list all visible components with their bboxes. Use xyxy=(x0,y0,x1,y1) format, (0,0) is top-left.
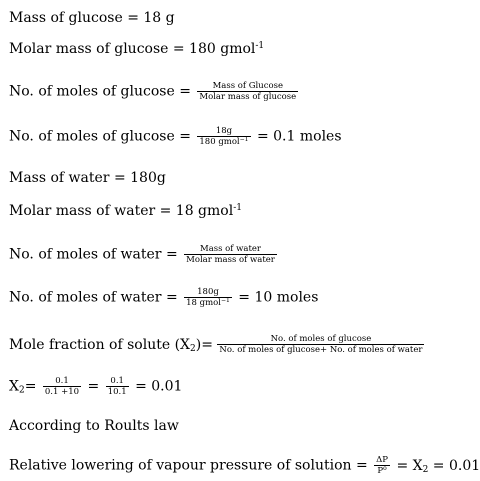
moles-glucose-calc-lhs: No. of moles of glucose = xyxy=(9,128,191,145)
fraction-numerator: 0.1 xyxy=(43,376,81,387)
fraction-numerator: 0.1 xyxy=(106,376,129,387)
fraction-numerator: ΔP xyxy=(376,455,389,465)
fraction-denominator xyxy=(184,298,232,308)
roults-law-line xyxy=(9,418,179,434)
mole-fraction-label: Mole fraction of solute (X xyxy=(9,336,190,353)
denominator-text: P xyxy=(377,466,384,476)
denominator-exponent: −1 xyxy=(239,136,249,143)
denominator-exponent: −1 xyxy=(220,297,230,304)
molar-mass-glucose-exponent: -1 xyxy=(255,41,265,51)
moles-glucose-calc-fraction xyxy=(197,126,250,147)
molar-mass-water-text: Molar mass of water = 18 gmol xyxy=(9,203,234,219)
roults-law-text: According to Roults law xyxy=(9,418,179,434)
moles-glucose-formula-fraction xyxy=(197,81,298,102)
moles-glucose-formula-line xyxy=(9,81,300,102)
fraction-denominator xyxy=(374,466,390,476)
fraction-denominator: Molar mass of water xyxy=(186,255,275,265)
equals-sign: = xyxy=(24,378,37,395)
equals-sign: = xyxy=(87,378,100,395)
denominator-text: 18 gmol xyxy=(186,298,221,308)
moles-water-calc-line xyxy=(9,287,318,308)
relative-lowering-line xyxy=(9,455,480,476)
moles-water-formula-line xyxy=(9,244,279,265)
molar-mass-water-line xyxy=(9,203,242,219)
rhs-symbol: = X xyxy=(396,457,423,474)
fraction-denominator xyxy=(197,137,250,147)
fraction-numerator: Mass of water xyxy=(184,244,277,255)
mole-fraction-symbol-subscript: 2 xyxy=(18,385,25,396)
mass-of-glucose-line xyxy=(9,10,175,26)
denominator-superscript: o xyxy=(383,465,387,472)
fraction-first xyxy=(43,376,81,397)
mole-fraction-subscript: 2 xyxy=(190,343,196,354)
moles-glucose-result: = 0.1 moles xyxy=(256,128,342,145)
relative-lowering-rhs xyxy=(396,458,480,474)
rhs-subscript: 2 xyxy=(422,464,429,475)
molar-mass-water-exponent: -1 xyxy=(233,203,242,213)
relative-lowering-lhs: Relative lowering of vapour pressure of solution = xyxy=(9,457,368,474)
moles-glucose-formula-lhs: No. of moles of glucose = xyxy=(9,83,191,100)
moles-water-calc-lhs: No. of moles of water = xyxy=(9,289,178,306)
mole-fraction-fraction xyxy=(217,334,424,355)
fraction-denominator: 10.1 xyxy=(107,387,127,397)
denominator-text: 180 gmol xyxy=(199,137,240,147)
mass-of-water-text: Mass of water = 180g xyxy=(9,170,166,186)
fraction-denominator: No. of moles of glucose+ No. of moles of water xyxy=(219,345,423,355)
mole-fraction-lhs xyxy=(9,337,213,353)
relative-lowering-fraction xyxy=(374,455,390,476)
moles-water-formula-lhs: No. of moles of water = xyxy=(9,246,178,263)
mole-fraction-symbol: X xyxy=(9,378,19,395)
fraction-numerator: 18g xyxy=(197,126,250,137)
molar-mass-glucose-line xyxy=(9,41,264,57)
moles-water-formula-fraction xyxy=(184,244,277,265)
mole-fraction-equals: )= xyxy=(195,336,213,353)
mole-fraction-result: = 0.01 xyxy=(135,378,183,395)
fraction-numerator: No. of moles of glucose xyxy=(217,334,424,345)
moles-water-result: = 10 moles xyxy=(238,289,319,306)
moles-glucose-calc-line xyxy=(9,126,342,147)
mole-fraction-value-line xyxy=(9,376,182,397)
mass-of-water-line xyxy=(9,170,166,186)
fraction-numerator: Mass of Glucose xyxy=(197,81,298,92)
molar-mass-glucose-text: Molar mass of glucose = 180 gmol xyxy=(9,41,256,57)
fraction-second xyxy=(106,376,129,397)
fraction-denominator: Molar mass of glucose xyxy=(199,92,297,102)
moles-water-calc-fraction xyxy=(184,287,232,308)
mole-fraction-line xyxy=(9,334,426,355)
mass-of-glucose-text: Mass of glucose = 18 g xyxy=(9,10,175,26)
rhs-value: = 0.01 xyxy=(428,457,480,474)
fraction-denominator: 0.1 +10 xyxy=(44,387,80,397)
fraction-numerator: 180g xyxy=(184,287,232,298)
